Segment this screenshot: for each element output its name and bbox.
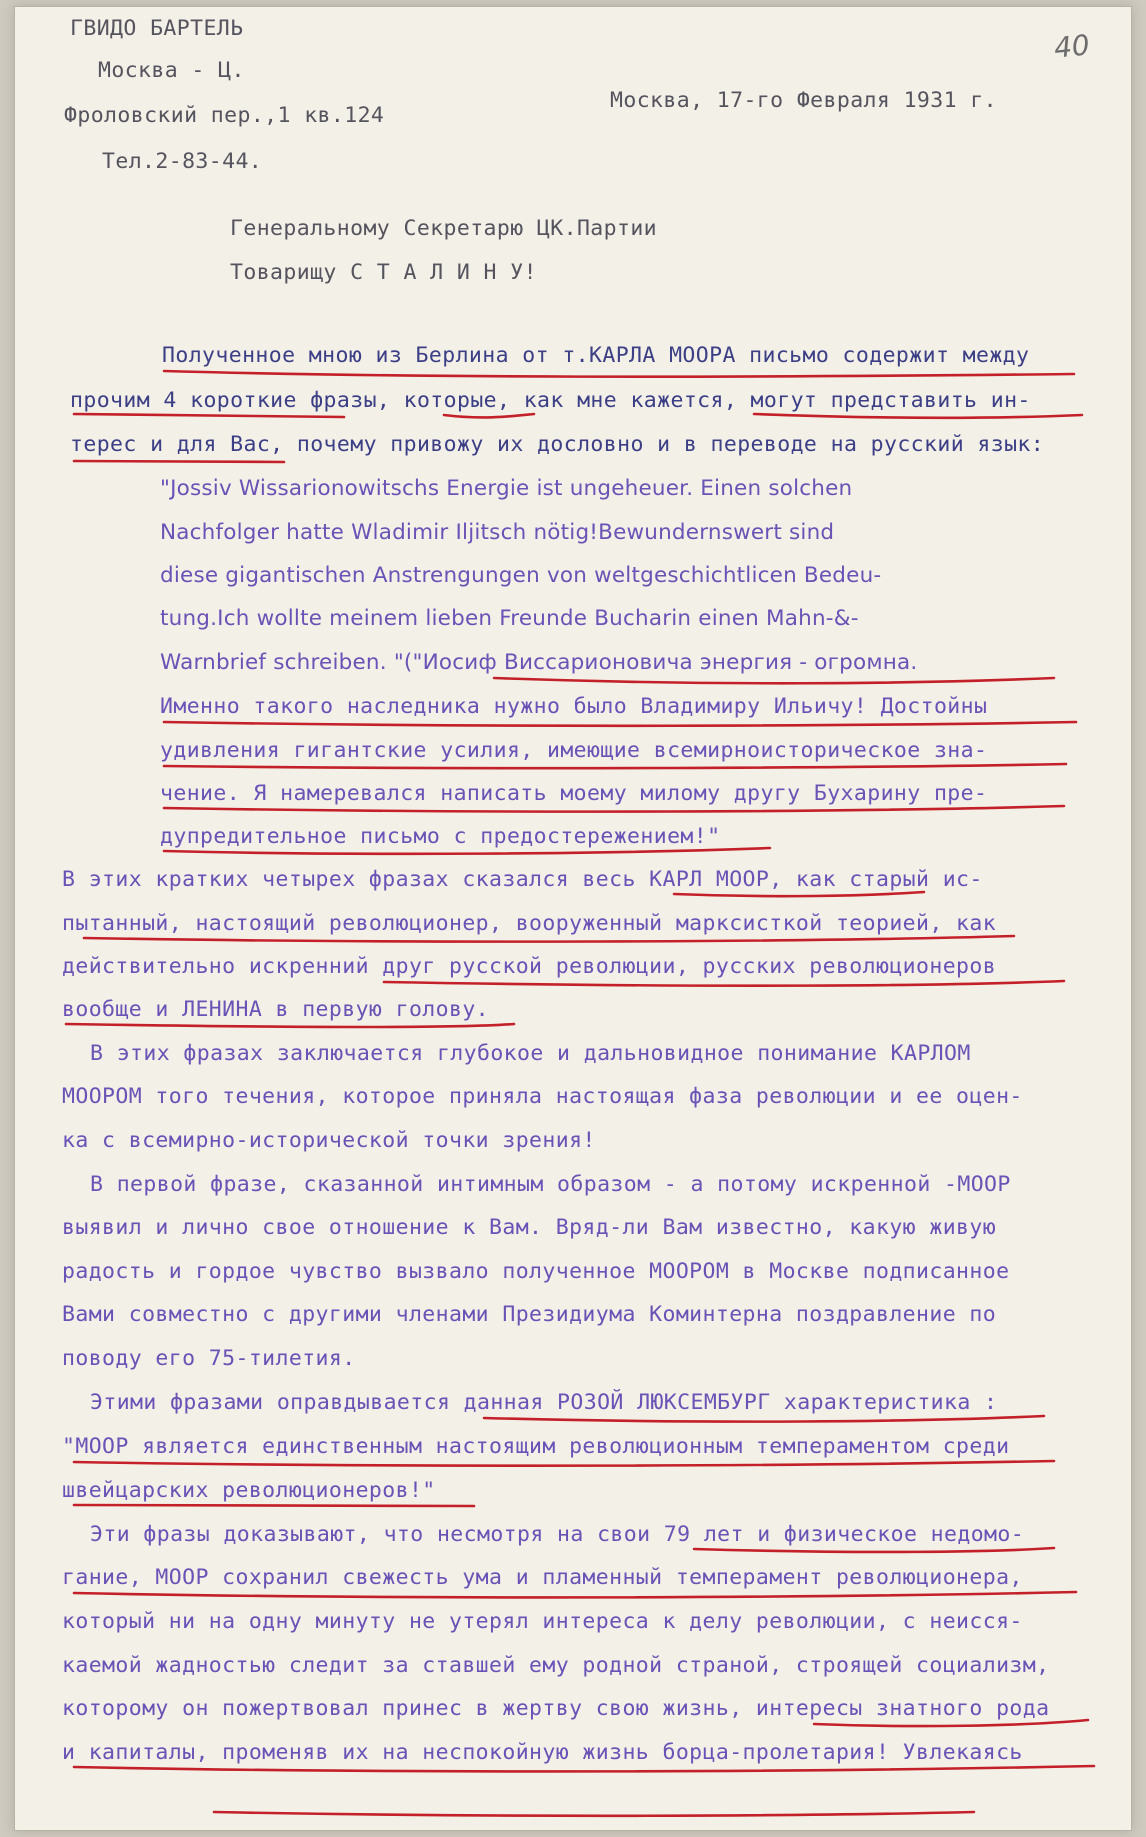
underline-mark [74, 1592, 1076, 1597]
underline-mark [74, 1766, 1094, 1771]
underline-mark [164, 806, 1064, 812]
body-line: который ни на одну минуту не утерял интереса к делу революции, с неисся- [62, 1609, 1023, 1634]
body-line: действительно искренний друг русской революции, русских революционеров [62, 954, 997, 979]
body-line: радость и гордое чувство вызвало полученное МООРОМ в Москве подписанное [62, 1259, 1010, 1284]
underline-mark [66, 1024, 514, 1027]
body-line: каемой жадностью следит за ставшей ему родной страной, строящей социализм, [62, 1653, 1050, 1678]
body-line: В этих кратких четырех фразах сказался весь КАРЛ МООР, как старый ис- [62, 867, 983, 892]
underline-mark [494, 678, 1054, 683]
addressee-line: Генеральному Секретарю ЦК.Партии [230, 216, 658, 241]
letter-page [14, 6, 1132, 1831]
body-line: Этими фразами оправдывается данная РОЗОЙ ЛЮКСЕМБУРГ характеристика : [90, 1390, 998, 1415]
underline-mark [74, 1461, 1054, 1466]
quote-line-german: Warnbrief schreiben. "("Иосиф Виссарионовича энергия - огромна. [160, 650, 918, 675]
body-line: которому он пожертвовал принес в жертву свою жизнь, интересы знатного рода [62, 1696, 1050, 1721]
body-line: прочим 4 короткие фразы, которые, как мне кажется, могут представить ин- [70, 388, 1031, 413]
body-line: и капиталы, променяв их на неспокойную жизнь борца-пролетария! Увлекаясь [62, 1740, 1023, 1765]
underline-mark [674, 892, 924, 896]
body-line: вообще и ЛЕНИНА в первую голову. [62, 997, 490, 1022]
quote-line-russian: удивления гигантские усилия, имеющие всемирноисторическое зна- [160, 738, 988, 763]
body-line: Вами совместно с другими членами Президиума Коминтерна поздравление по [62, 1302, 997, 1327]
quote-line-german: diese gigantischen Anstrengungen von weltgeschichtlicen Bedeu- [160, 563, 882, 588]
underline-mark [164, 764, 1066, 768]
body-line: МООРОМ того течения, которое приняла настоящая фаза революции и ее оцен- [62, 1084, 1023, 1109]
sender-name: ГВИДО БАРТЕЛЬ [70, 16, 244, 41]
quote-line-german: Nachfolger hatte Wladimir Iljitsch nötig!Bewundernswert sind [160, 520, 835, 545]
underline-mark [74, 414, 344, 417]
underline-mark [484, 1416, 1044, 1422]
addressee-line: Товарищу С Т А Л И Н У! [230, 260, 537, 285]
underline-mark [754, 414, 1082, 418]
quote-line-german: "Jossiv Wissarionowitschs Energie ist ungeheuer. Einen solchen [160, 476, 853, 501]
underline-mark [214, 1812, 974, 1816]
body-line: В первой фразе, сказанной интимным образом - а потому искренной -МООР [90, 1172, 1011, 1197]
sender-address: Фроловский пер.,1 кв.124 [64, 103, 385, 128]
letter-date: Москва, 17-го Февраля 1931 г. [610, 88, 997, 113]
body-line: выявил и лично свое отношение к Вам. Вряд-ли Вам известно, какую живую [62, 1215, 997, 1240]
underline-mark [74, 461, 284, 462]
underline-mark [84, 936, 1014, 942]
quote-line-german: tung.Ich wollte meinem lieben Freunde Bucharin einen Mahn-&- [160, 606, 859, 631]
quote-line-russian: Именно такого наследника нужно было Владимиру Ильичу! Достойны [160, 694, 988, 719]
underline-mark [384, 981, 1064, 986]
sender-city: Москва - Ц. [98, 58, 245, 83]
body-line: ка с всемирно-исторической точки зрения! [62, 1128, 596, 1153]
body-line: терес и для Вас, почему привожу их дословно и в переводе на русский язык: [70, 432, 1045, 457]
body-line: поводу его 75-тилетия. [62, 1346, 356, 1371]
body-line: Полученное мною из Берлина от т.КАРЛА МООРА письмо содержит между [162, 343, 1030, 368]
body-line: Эти фразы доказывают, что несмотря на свои 79 лет и физическое недомо- [90, 1522, 1025, 1547]
underline-mark [444, 414, 534, 417]
sender-phone: Тел.2-83-44. [102, 149, 263, 174]
quote-line-russian: чение. Я намеревался написать моему милому другу Бухарину пре- [160, 781, 988, 806]
underline-mark [164, 722, 1076, 726]
underline-mark [694, 1548, 1054, 1552]
quote-line-russian: дупредительное письмо с предостережением!" [160, 824, 721, 849]
page-number: 40 [1052, 28, 1092, 65]
body-line: "МООР является единственным настоящим революционным темпераментом среди [62, 1434, 1010, 1459]
body-line: гание, МООР сохранил свежесть ума и пламенный темперамент революционера, [62, 1565, 1023, 1590]
underline-mark [164, 371, 1074, 377]
underline-mark [74, 1505, 474, 1506]
body-line: В этих фразах заключается глубокое и дальновидное понимание КАРЛОМ [90, 1041, 971, 1066]
body-line: швейцарских революционеров!" [62, 1478, 436, 1503]
body-line: пытанный, настоящий революционер, вооруженный марксисткой теорией, как [62, 911, 997, 936]
